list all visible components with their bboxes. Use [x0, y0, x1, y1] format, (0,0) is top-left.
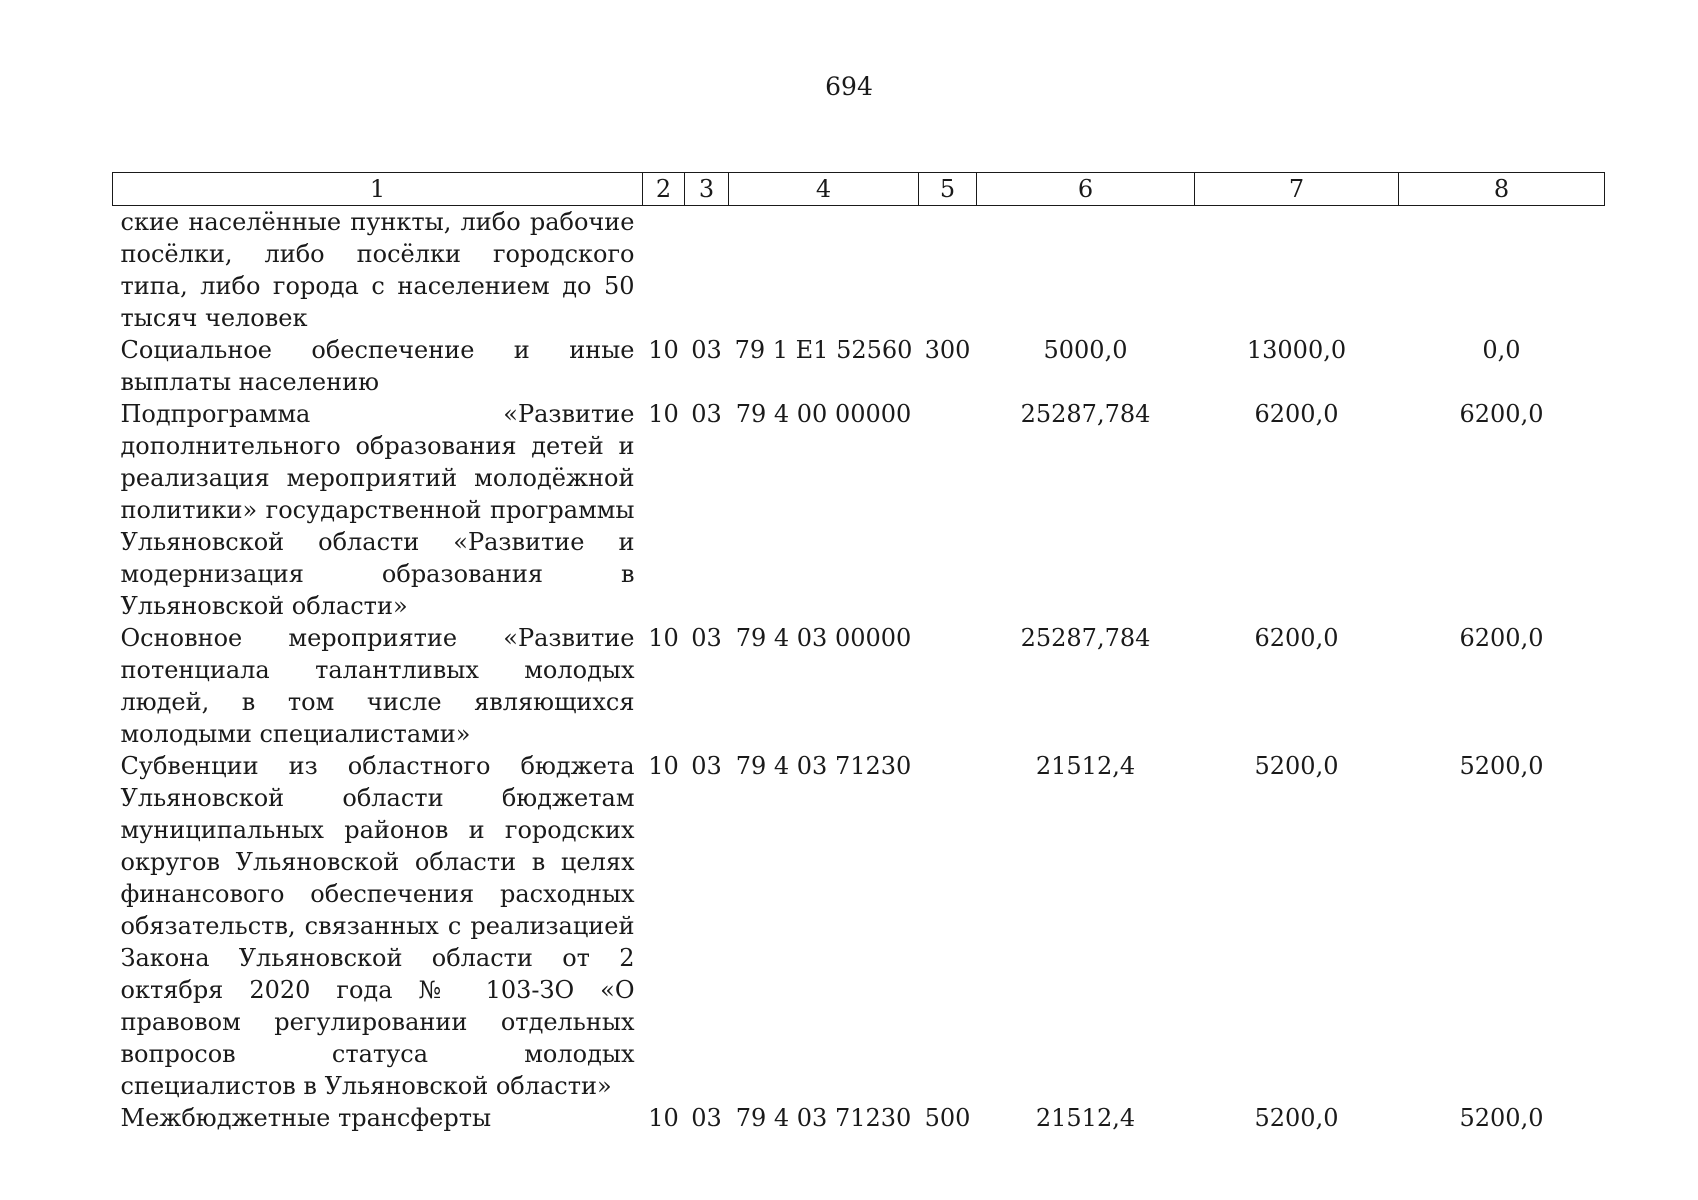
row-section: 10	[648, 336, 679, 364]
row-amount-7: 5200,0	[1254, 1104, 1339, 1132]
row-amount-6: 21512,4	[1035, 752, 1136, 780]
row-expense-type	[919, 398, 977, 622]
row-target-code: 79 4 03 71230	[735, 752, 912, 780]
header-col-8: 8	[1399, 173, 1605, 206]
budget-table	[112, 172, 1605, 1134]
row-section: 10	[648, 1104, 679, 1132]
table-row	[113, 750, 1605, 1102]
row-section: 10	[648, 400, 679, 428]
row-amount-8: 0,0	[1482, 336, 1521, 364]
header-col-7: 7	[1195, 173, 1399, 206]
table-row	[113, 1102, 1605, 1134]
table-row	[113, 398, 1605, 622]
row-amount-7: 6200,0	[1254, 624, 1339, 652]
header-col-4: 4	[729, 173, 919, 206]
row-section	[643, 206, 685, 335]
row-subsection: 03	[691, 752, 722, 780]
row-target-code: 79 1 E1 52560	[734, 336, 913, 364]
row-amount-6: 25287,784	[1020, 624, 1151, 652]
header-col-5: 5	[919, 173, 977, 206]
row-subsection: 03	[691, 336, 722, 364]
row-amount-7: 6200,0	[1254, 400, 1339, 428]
table-row	[113, 206, 1605, 335]
row-amount-8: 5200,0	[1459, 752, 1544, 780]
row-expense-type	[919, 750, 977, 1102]
row-amount-6: 5000,0	[1043, 336, 1128, 364]
row-section: 10	[648, 624, 679, 652]
row-amount-6: 25287,784	[1020, 400, 1151, 428]
row-subsection: 03	[691, 400, 722, 428]
row-amount-8: 5200,0	[1459, 1104, 1544, 1132]
row-expense-type: 300	[924, 336, 971, 364]
row-description: Основное мероприятие «Развитие потенциала талантливых молодых людей, в том числе являющихся молодыми специалистами»	[120, 624, 635, 748]
row-target-code: 79 4 03 71230	[735, 1104, 912, 1132]
row-amount-6	[977, 206, 1195, 335]
row-expense-type	[919, 206, 977, 335]
row-description: Социальное обеспечение и иные выплаты населению	[120, 336, 635, 396]
row-subsection	[685, 206, 729, 335]
header-col-2: 2	[643, 173, 685, 206]
table-row	[113, 334, 1605, 398]
row-description: ские населённые пункты, либо рабочие посёлки, либо посёлки городского типа, либо города с населением до 50 тысяч человек	[120, 208, 635, 332]
row-target-code: 79 4 03 00000	[735, 624, 912, 652]
row-description: Подпрограмма «Развитие дополнительного образования детей и реализация мероприятий молодёжной политики» государственной программы Ульяновской области «Развитие и модернизация образования в Ульяновской области»	[120, 400, 635, 620]
row-subsection: 03	[691, 624, 722, 652]
page-number: 694	[825, 72, 873, 101]
row-target-code	[729, 206, 919, 335]
header-col-6: 6	[977, 173, 1195, 206]
table-header	[113, 173, 1605, 206]
table-row	[113, 622, 1605, 750]
row-subsection: 03	[691, 1104, 722, 1132]
header-col-3: 3	[685, 173, 729, 206]
row-amount-8: 6200,0	[1459, 624, 1544, 652]
row-amount-8	[1399, 206, 1605, 335]
row-expense-type	[919, 622, 977, 750]
row-target-code: 79 4 00 00000	[735, 400, 912, 428]
row-amount-6: 21512,4	[1035, 1104, 1136, 1132]
row-section: 10	[648, 752, 679, 780]
row-description: Межбюджетные трансферты	[120, 1104, 492, 1132]
table-body	[113, 206, 1605, 1135]
row-amount-8: 6200,0	[1459, 400, 1544, 428]
row-expense-type: 500	[924, 1104, 971, 1132]
row-amount-7	[1195, 206, 1399, 335]
row-description: Субвенции из областного бюджета Ульяновской области бюджетам муниципальных районов и городских округов Ульяновской области в целях финансового обеспечения расходных обязательств, связанных с реализацией Закона Ульяновской области от 2 октября 2020 года № 103-ЗО «О правовом регулировании отдельных вопросов статуса молодых специалистов в Ульяновской области»	[120, 752, 635, 1100]
header-col-1: 1	[113, 173, 643, 206]
header-row	[113, 173, 1605, 206]
row-amount-7: 13000,0	[1246, 336, 1347, 364]
row-amount-7: 5200,0	[1254, 752, 1339, 780]
